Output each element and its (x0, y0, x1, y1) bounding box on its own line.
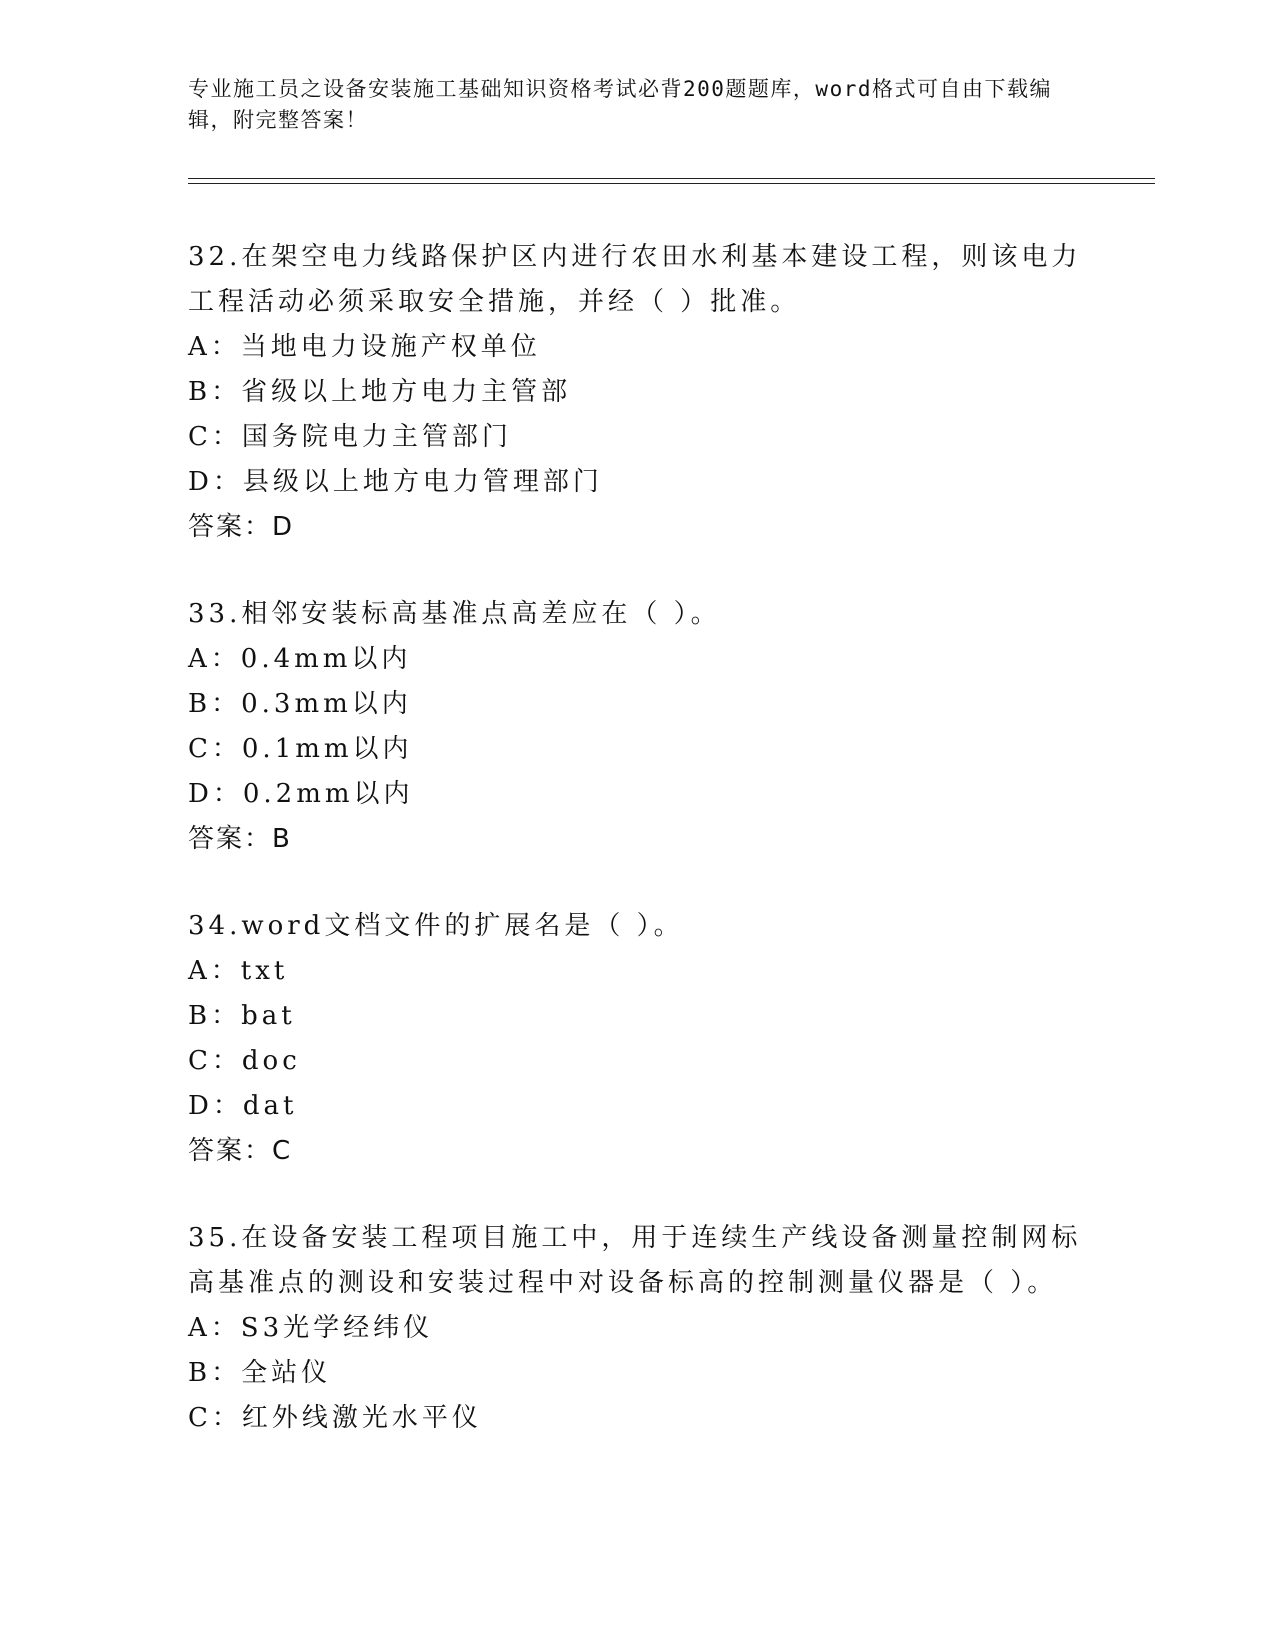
answer-line: 答案：D (188, 512, 295, 542)
option-a: A：txt (188, 956, 289, 986)
option-c: C：红外线激光水平仪 (188, 1403, 482, 1433)
document-header: 专业施工员之设备安装施工基础知识资格考试必背200题题库，word格式可自由下载编辑，附完整答案！ (188, 77, 1052, 132)
question-stem: 35.在设备安装工程项目施工中，用于连续生产线设备测量控制网标高基准点的测设和安装过程中对设备标高的控制测量仪器是（ ）。 (188, 1223, 1082, 1298)
option-d: D：县级以上地方电力管理部门 (188, 467, 603, 497)
answer-line: 答案：B (188, 824, 292, 854)
answer-line: 答案：C (188, 1136, 293, 1166)
question-35 (188, 1216, 1088, 1441)
option-c: C：doc (188, 1046, 301, 1076)
option-d: D：0.2mm以内 (188, 779, 414, 809)
option-c: C：国务院电力主管部门 (188, 422, 512, 452)
question-33 (188, 592, 1088, 862)
header-divider-bottom (188, 183, 1155, 184)
option-a: A：当地电力设施产权单位 (188, 332, 541, 362)
option-d: D：dat (188, 1091, 298, 1121)
option-c: C：0.1mm以内 (188, 734, 413, 764)
option-b: B：0.3mm以内 (188, 689, 412, 719)
question-list (188, 235, 1088, 1483)
option-b: B：全站仪 (188, 1358, 332, 1388)
question-34 (188, 904, 1088, 1174)
question-stem: 33.相邻安装标高基准点高差应在（ ）。 (188, 599, 721, 629)
option-a: A：0.4mm以内 (188, 644, 412, 674)
option-b: B：bat (188, 1001, 296, 1031)
question-32 (188, 235, 1088, 550)
question-stem: 34.word文档文件的扩展名是（ ）。 (188, 911, 684, 941)
option-a: A：S3光学经纬仪 (188, 1313, 434, 1343)
question-stem: 32.在架空电力线路保护区内进行农田水利基本建设工程，则该电力工程活动必须采取安全措施，并经（ ）批准。 (188, 242, 1082, 317)
header-divider-top (188, 178, 1155, 179)
option-b: B：省级以上地方电力主管部 (188, 377, 572, 407)
